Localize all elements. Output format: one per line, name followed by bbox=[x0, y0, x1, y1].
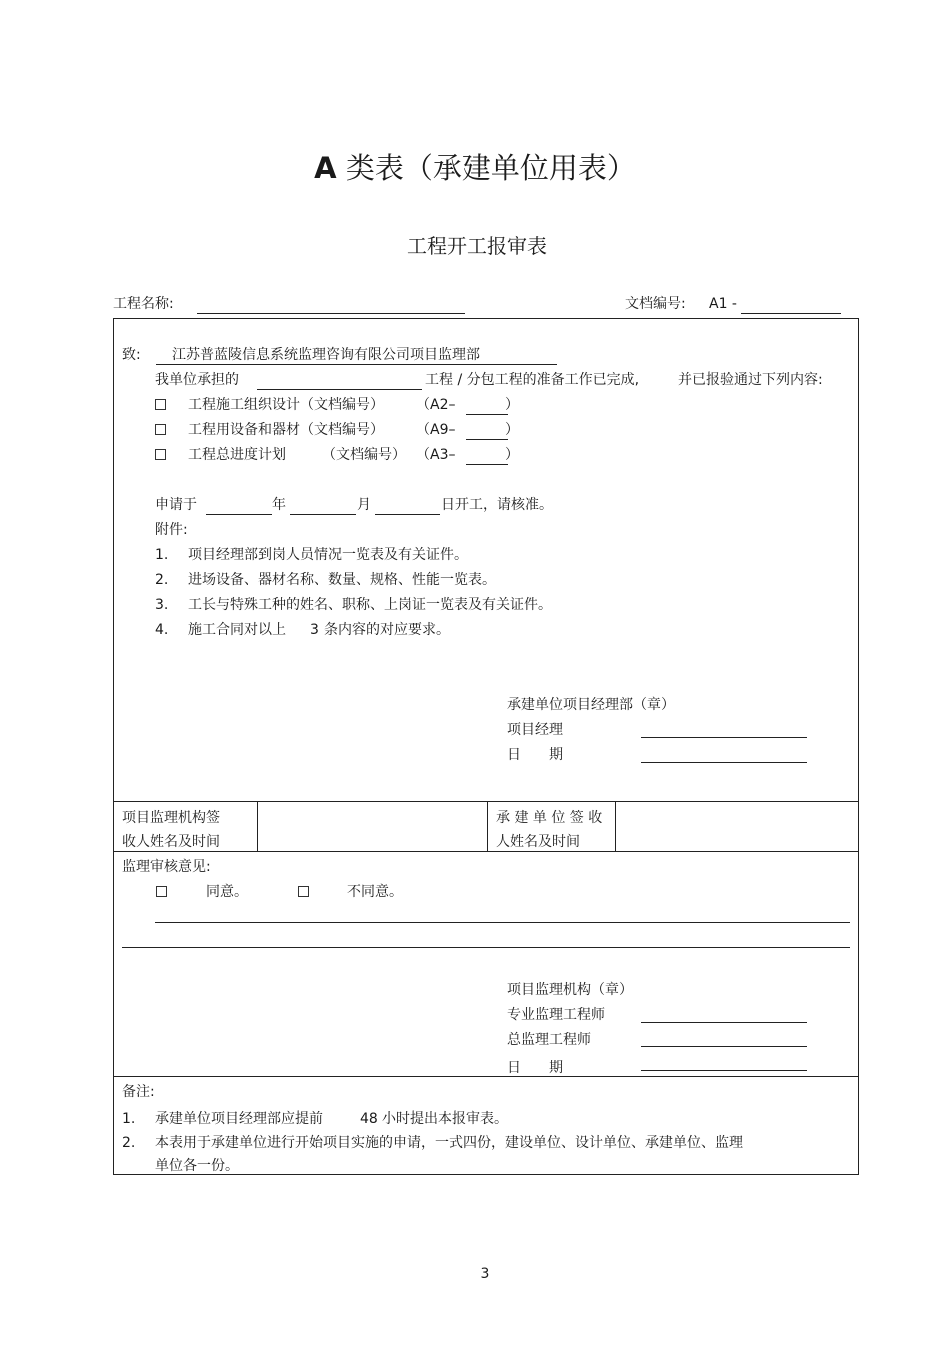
contractor-receipt-line1: 承 建 单 位 签 收 bbox=[496, 810, 603, 826]
review-comment-line-2[interactable] bbox=[122, 947, 850, 948]
to-label: 致: bbox=[122, 347, 141, 363]
contractor-receipt-label bbox=[496, 806, 602, 854]
divider-receipt-col2 bbox=[487, 801, 488, 851]
title-letter: A bbox=[314, 151, 337, 185]
date-label: 日 期 bbox=[507, 747, 563, 763]
checklist-item bbox=[155, 396, 166, 414]
year-label: 年 bbox=[272, 497, 286, 513]
engineer-signature-field[interactable] bbox=[641, 1022, 807, 1023]
project-name-field[interactable] bbox=[197, 313, 465, 314]
month-field[interactable] bbox=[290, 514, 356, 515]
page-title bbox=[0, 150, 950, 186]
doc-number-field[interactable] bbox=[466, 439, 508, 440]
undertaking-text-3: 并已报验通过下列内容: bbox=[678, 372, 823, 388]
chief-engineer-label: 总监理工程师 bbox=[507, 1032, 591, 1048]
note-number: 1. bbox=[122, 1111, 136, 1127]
disagree-label: 不同意。 bbox=[347, 884, 403, 900]
project-field[interactable] bbox=[257, 389, 422, 390]
disagree-checkbox[interactable] bbox=[298, 886, 309, 897]
checklist-item-code: （A9– bbox=[416, 422, 456, 438]
checkbox[interactable] bbox=[155, 399, 166, 410]
note-text-continued: 单位各一份。 bbox=[155, 1158, 239, 1174]
divider-notes-top bbox=[113, 1076, 859, 1077]
attachment-number: 4. bbox=[155, 622, 169, 638]
page-number: 3 bbox=[480, 1266, 490, 1282]
attachment-text: 工长与特殊工种的姓名、职称、上岗证一览表及有关证件。 bbox=[188, 597, 552, 613]
supervisor-receipt-field[interactable] bbox=[258, 802, 486, 850]
day-label: 日开工，请核准。 bbox=[441, 497, 553, 513]
undertaking-text-2: 工程 / 分包工程的准备工作已完成, bbox=[425, 372, 640, 388]
doc-no-label: 文档编号: bbox=[625, 296, 686, 312]
notes-label: 备注: bbox=[122, 1084, 155, 1100]
attachment-text: 施工合同对以上 bbox=[188, 622, 286, 638]
title-text: 类表（承建单位用表） bbox=[345, 151, 636, 185]
checklist-item bbox=[155, 421, 166, 439]
agree-label: 同意。 bbox=[206, 884, 248, 900]
attachment-number: 3. bbox=[155, 597, 169, 613]
supervisor-receipt-line1: 项目监理机构签 bbox=[122, 810, 220, 826]
divider-receipt-bottom bbox=[113, 851, 859, 852]
engineer-label: 专业监理工程师 bbox=[507, 1007, 605, 1023]
checklist-item-label: 工程总进度计划 bbox=[188, 447, 286, 463]
checklist-item-doc: （文档编号） bbox=[322, 447, 406, 463]
form-subtitle: 工程开工报审表 bbox=[407, 234, 547, 258]
note-text: 本表用于承建单位进行开始项目实施的申请，一式四份，建设单位、设计单位、承建单位、监理 bbox=[155, 1135, 743, 1151]
checklist-item bbox=[155, 446, 166, 464]
review-date-field[interactable] bbox=[641, 1070, 807, 1071]
attachments-label: 附件: bbox=[155, 522, 188, 538]
review-comment-line-1[interactable] bbox=[155, 922, 850, 923]
review-date-label: 日 期 bbox=[507, 1060, 563, 1076]
checklist-item-label: 工程用设备和器材（文档编号） bbox=[188, 422, 384, 438]
contractor-receipt-field[interactable] bbox=[616, 802, 858, 850]
attachment-number: 1. bbox=[155, 547, 169, 563]
agree-checkbox[interactable] bbox=[156, 886, 167, 897]
month-label: 月 bbox=[357, 497, 371, 513]
checklist-item-close: ） bbox=[505, 422, 519, 438]
attachment-text: 项目经理部到岗人员情况一览表及有关证件。 bbox=[188, 547, 468, 563]
disagree-option bbox=[298, 883, 309, 901]
date-field[interactable] bbox=[641, 762, 807, 763]
supervisor-receipt-line2: 收人姓名及时间 bbox=[122, 834, 220, 850]
attachment-number: 2. bbox=[155, 572, 169, 588]
doc-number-field[interactable] bbox=[466, 464, 508, 465]
day-field[interactable] bbox=[375, 514, 440, 515]
checklist-item-code: （A2– bbox=[416, 397, 456, 413]
agree-option bbox=[156, 883, 167, 901]
year-field[interactable] bbox=[206, 514, 272, 515]
undertaking-text: 我单位承担的 bbox=[155, 372, 239, 388]
checkbox[interactable] bbox=[155, 424, 166, 435]
to-recipient: 江苏普蓝陵信息系统监理咨询有限公司项目监理部 bbox=[172, 347, 480, 363]
project-manager-label: 项目经理 bbox=[507, 722, 563, 738]
to-underline bbox=[156, 364, 557, 365]
doc-no-field[interactable] bbox=[741, 313, 841, 314]
checklist-item-close: ） bbox=[505, 447, 519, 463]
checklist-item-close: ） bbox=[505, 397, 519, 413]
doc-number-field[interactable] bbox=[466, 414, 508, 415]
attachment-text: 条内容的对应要求。 bbox=[324, 622, 450, 638]
note-number: 2. bbox=[122, 1135, 136, 1151]
note-text: 承建单位项目经理部应提前 bbox=[155, 1111, 323, 1127]
contractor-receipt-line2: 人姓名及时间 bbox=[496, 834, 580, 850]
supervisor-seal-label: 项目监理机构（章） bbox=[507, 982, 633, 998]
contractor-seal-label: 承建单位项目经理部（章） bbox=[507, 697, 675, 713]
note-hours: 48 bbox=[360, 1111, 378, 1127]
doc-no-prefix: A1 - bbox=[709, 296, 737, 312]
project-name-label: 工程名称: bbox=[113, 296, 174, 312]
note-text-2: 小时提出本报审表。 bbox=[382, 1111, 508, 1127]
project-manager-signature-field[interactable] bbox=[641, 737, 807, 738]
attachment-count: 3 bbox=[310, 622, 319, 638]
chief-engineer-signature-field[interactable] bbox=[641, 1046, 807, 1047]
checkbox[interactable] bbox=[155, 449, 166, 460]
attachment-text: 进场设备、器材名称、数量、规格、性能一览表。 bbox=[188, 572, 496, 588]
checklist-item-label: 工程施工组织设计（文档编号） bbox=[188, 397, 384, 413]
apply-text: 申请于 bbox=[155, 497, 197, 513]
review-label: 监理审核意见: bbox=[122, 859, 211, 875]
checklist-item-code: （A3– bbox=[416, 447, 456, 463]
supervisor-receipt-label bbox=[122, 806, 220, 854]
